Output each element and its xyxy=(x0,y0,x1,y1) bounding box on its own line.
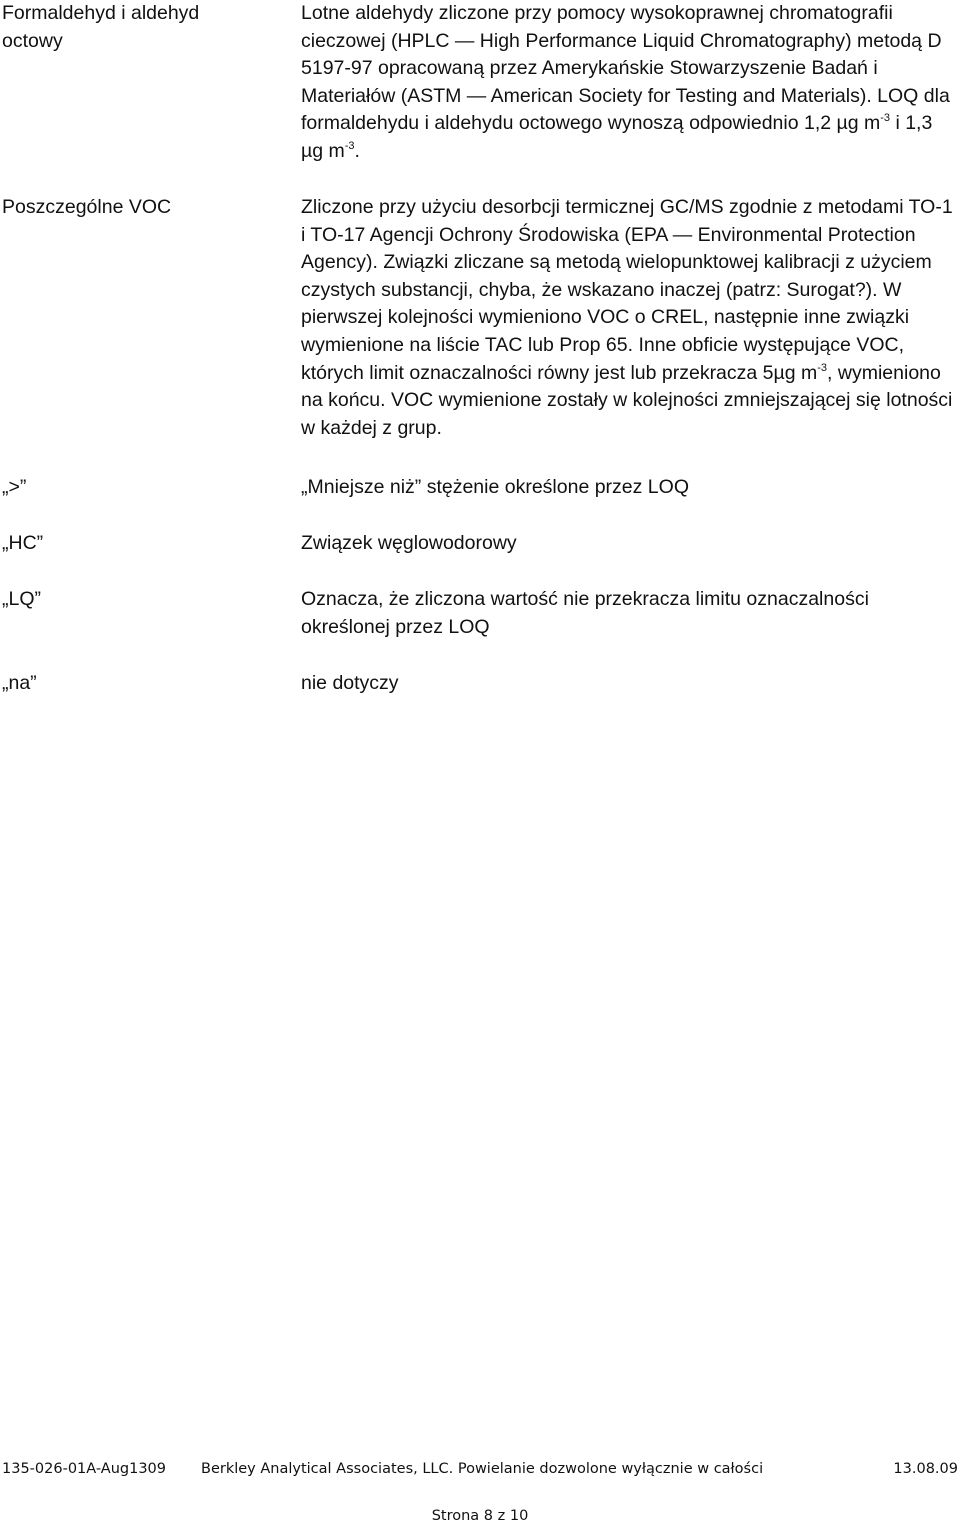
page-number: Strona 8 z 10 xyxy=(431,1508,529,1524)
term-label: Poszczególne VOC xyxy=(2,196,172,218)
term-label: „>” xyxy=(2,476,27,498)
term-label: „na” xyxy=(2,672,37,694)
term-description: Oznacza, że zliczona wartość nie przekracza limitu oznaczalności określonej przez LOQ xyxy=(301,588,869,638)
term-label: „LQ” xyxy=(2,588,41,610)
page-footer xyxy=(0,1461,960,1483)
page-number-container xyxy=(0,1508,960,1524)
term-label: Formaldehyd i aldehyd octowy xyxy=(2,2,200,52)
term-description: Lotne aldehydy zliczone przy pomocy wysokoprawnej chromatografii cieczowej (HPLC — High Performance Liquid Chromatography) metodą D 5197-97 opracowaną przez Amerykańskie Stowarzyszenie Badań i Materiałów (ASTM — American Society for Testing and Materials). LOQ dla formaldehydu i aldehydu octowego wynoszą odpowiednio 1,2 µg $m^{-3}$ i 1,3 µg $m^{-3}$. xyxy=(301,2,950,162)
footer-notice: Berkley Analytical Associates, LLC. Powielanie dozwolone wyłącznie w całości xyxy=(201,1461,764,1477)
term-label: „HC” xyxy=(2,532,44,554)
term-description: „Mniejsze niż” stężenie określone przez LOQ xyxy=(301,476,689,498)
term-description: Związek węglowodorowy xyxy=(301,532,517,554)
term-description: Zliczone przy użyciu desorbcji termicznej GC/MS zgodnie z metodami TO-1 i TO-17 Agencji Ochrony Środowiska (EPA — Environmental Protection Agency). Związki zliczane są metodą wielopunktowej kalibracji z użyciem czystych substancji, chyba, że wskazano inaczej (patrz: Surogat?). W pierwszej kolejności wymieniono VOC o CREL, następnie inne związki wymienione na liście TAC lub Prop 65. Inne obficie występujące VOC, których limit oznaczalności równy jest lub przekracza 5µg $m^{-3}$, wymieniono na końcu. VOC wymienione zostały w kolejności zmniejszającej się lotności w każdej z grup. xyxy=(301,196,953,439)
footer-date: 13.08.09 xyxy=(893,1461,958,1477)
footer-doc-id: 135-026-01A-Aug1309 xyxy=(2,1461,166,1477)
term-description: nie dotyczy xyxy=(301,672,399,694)
